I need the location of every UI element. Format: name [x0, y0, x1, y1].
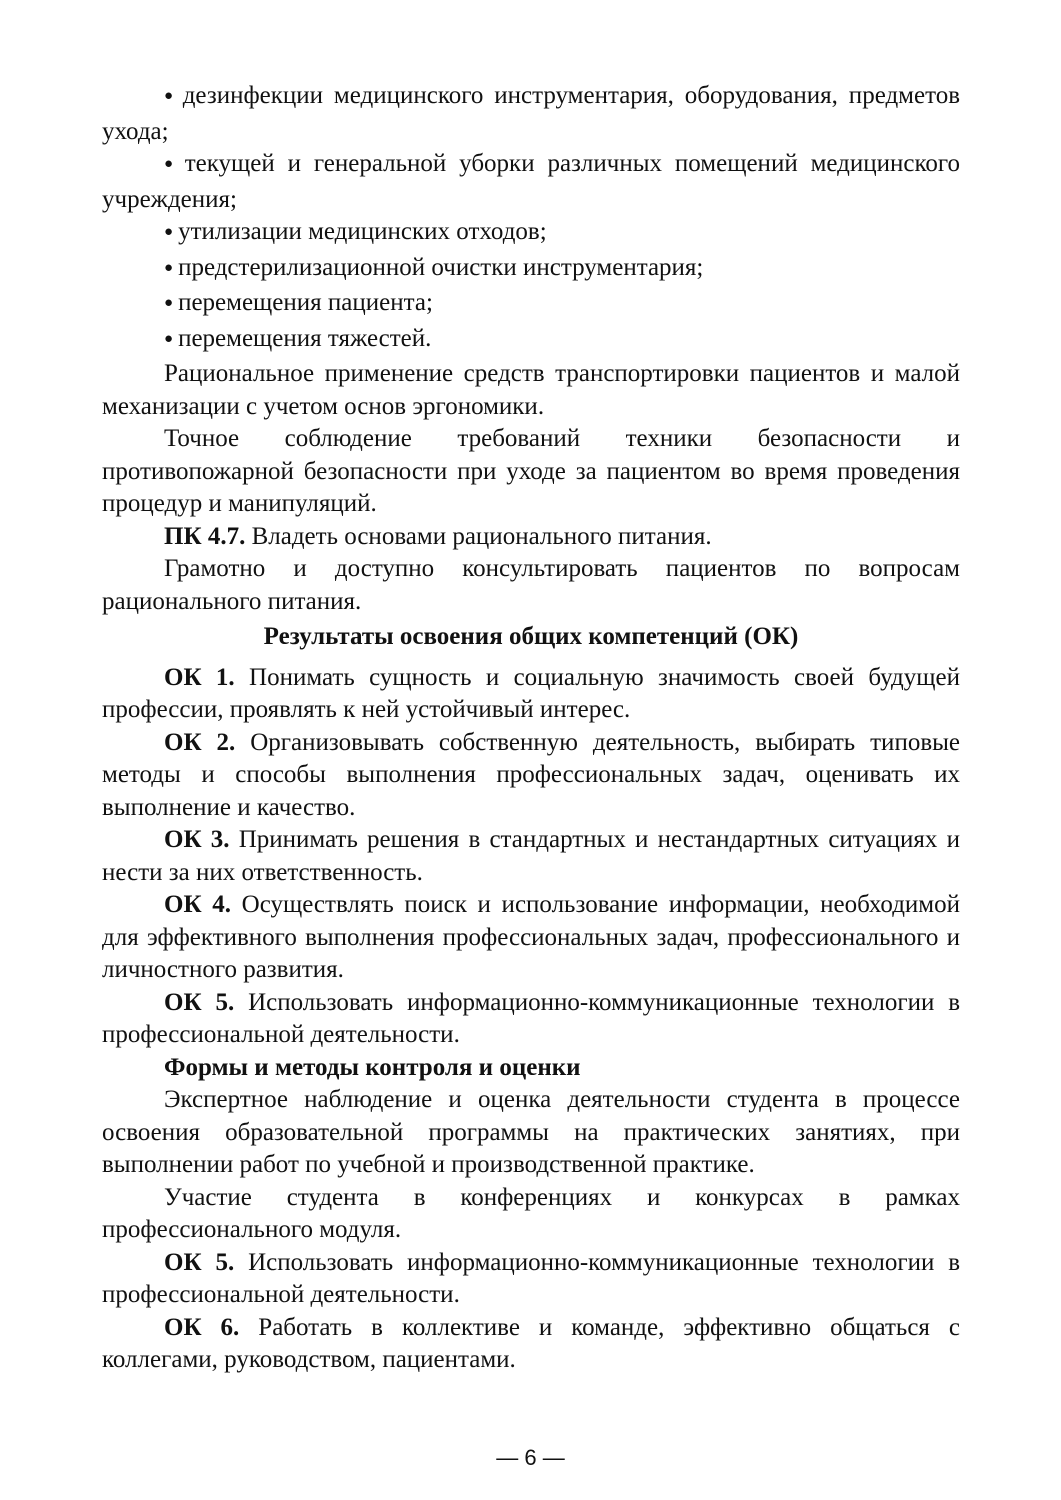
competency-code: ОК 1.	[164, 663, 235, 691]
competency-code: ПК 4.7.	[164, 522, 246, 550]
competency-ok-5-repeat	[102, 1247, 960, 1312]
competency-text: Владеть основами рационального питания.	[251, 522, 712, 550]
competency-ok-1	[102, 662, 960, 727]
paragraph-consult: Грамотно и доступно консультировать пациентов по вопросам рационального питания.	[102, 555, 960, 615]
competency-text: Использовать информационно-коммуникационные технологии в профессиональной деятельности.	[102, 1248, 961, 1308]
section-heading-forms: Формы и методы контроля и оценки	[164, 1053, 581, 1081]
competency-code: ОК 5.	[164, 1248, 235, 1276]
bullet-item: ● текущей и генеральной уборки различных помещений медицинского учреждения;	[102, 148, 960, 216]
competency-ok-3	[102, 824, 960, 889]
paragraph-participation: Участие студента в конференциях и конкурсах в рамках профессионального модуля.	[102, 1183, 960, 1243]
competency-text: Организовывать собственную деятельность, выбирать типовые методы и способы выполнения профессиональных задач, оценивать их выполнение и качество.	[102, 728, 961, 821]
competency-code: ОК 6.	[164, 1313, 240, 1341]
competency-code: ОК 2.	[164, 728, 236, 756]
section-heading-ok: Результаты освоения общих компетенций (ОК)	[263, 623, 799, 650]
bullet-item: ● утилизации медицинских отходов;	[102, 216, 960, 252]
competency-code: ОК 3.	[164, 826, 230, 853]
bullet-item: ● перемещения тяжестей.	[102, 323, 960, 359]
bullet-item: ● дезинфекции медицинского инструментария, оборудования, предметов ухода;	[102, 80, 960, 148]
bullet-item: ● перемещения пациента;	[102, 287, 960, 323]
competency-text: Принимать решения в стандартных и нестандартных ситуациях и нести за них ответственность.	[102, 826, 960, 886]
bullet-item: ● предстерилизационной очистки инструментария;	[102, 252, 960, 288]
competency-code: ОК 5.	[164, 988, 235, 1016]
paragraph-expert: Экспертное наблюдение и оценка деятельности студента в процессе освоения образовательной программы на практических занятиях, при выполнении работ по учебной и производственной практике.	[102, 1086, 960, 1178]
paragraph-ergonomics: Рациональное применение средств транспортировки пациентов и малой механизации с учетом основ эргономики.	[102, 360, 960, 420]
competency-text: Работать в коллективе и команде, эффективно общаться с коллегами, руководством, пациентами.	[102, 1313, 960, 1373]
competency-text: Использовать информационно-коммуникационные технологии в профессиональной деятельности.	[102, 988, 961, 1048]
competency-text: Понимать сущность и социальную значимость своей будущей профессии, проявлять к ней устойчивый интерес.	[102, 663, 961, 723]
competency-ok-5	[102, 987, 960, 1052]
page-number: — 6 —	[496, 1445, 565, 1470]
competency-ok-2	[102, 727, 960, 825]
competency-pk-4-7	[102, 521, 960, 554]
paragraph-safety: Точное соблюдение требований техники безопасности и противопожарной безопасности при уходе за пациентом во время проведения процедур и манипуляций.	[102, 425, 960, 517]
competency-ok-4	[102, 889, 960, 987]
page-body	[102, 80, 960, 1377]
competency-code: ОК 4.	[164, 891, 231, 918]
competency-ok-6	[102, 1312, 960, 1377]
competency-text: Осуществлять поиск и использование информации, необходимой для эффективного выполнения профессиональных задач, профессионального и личностного развития.	[102, 891, 960, 983]
